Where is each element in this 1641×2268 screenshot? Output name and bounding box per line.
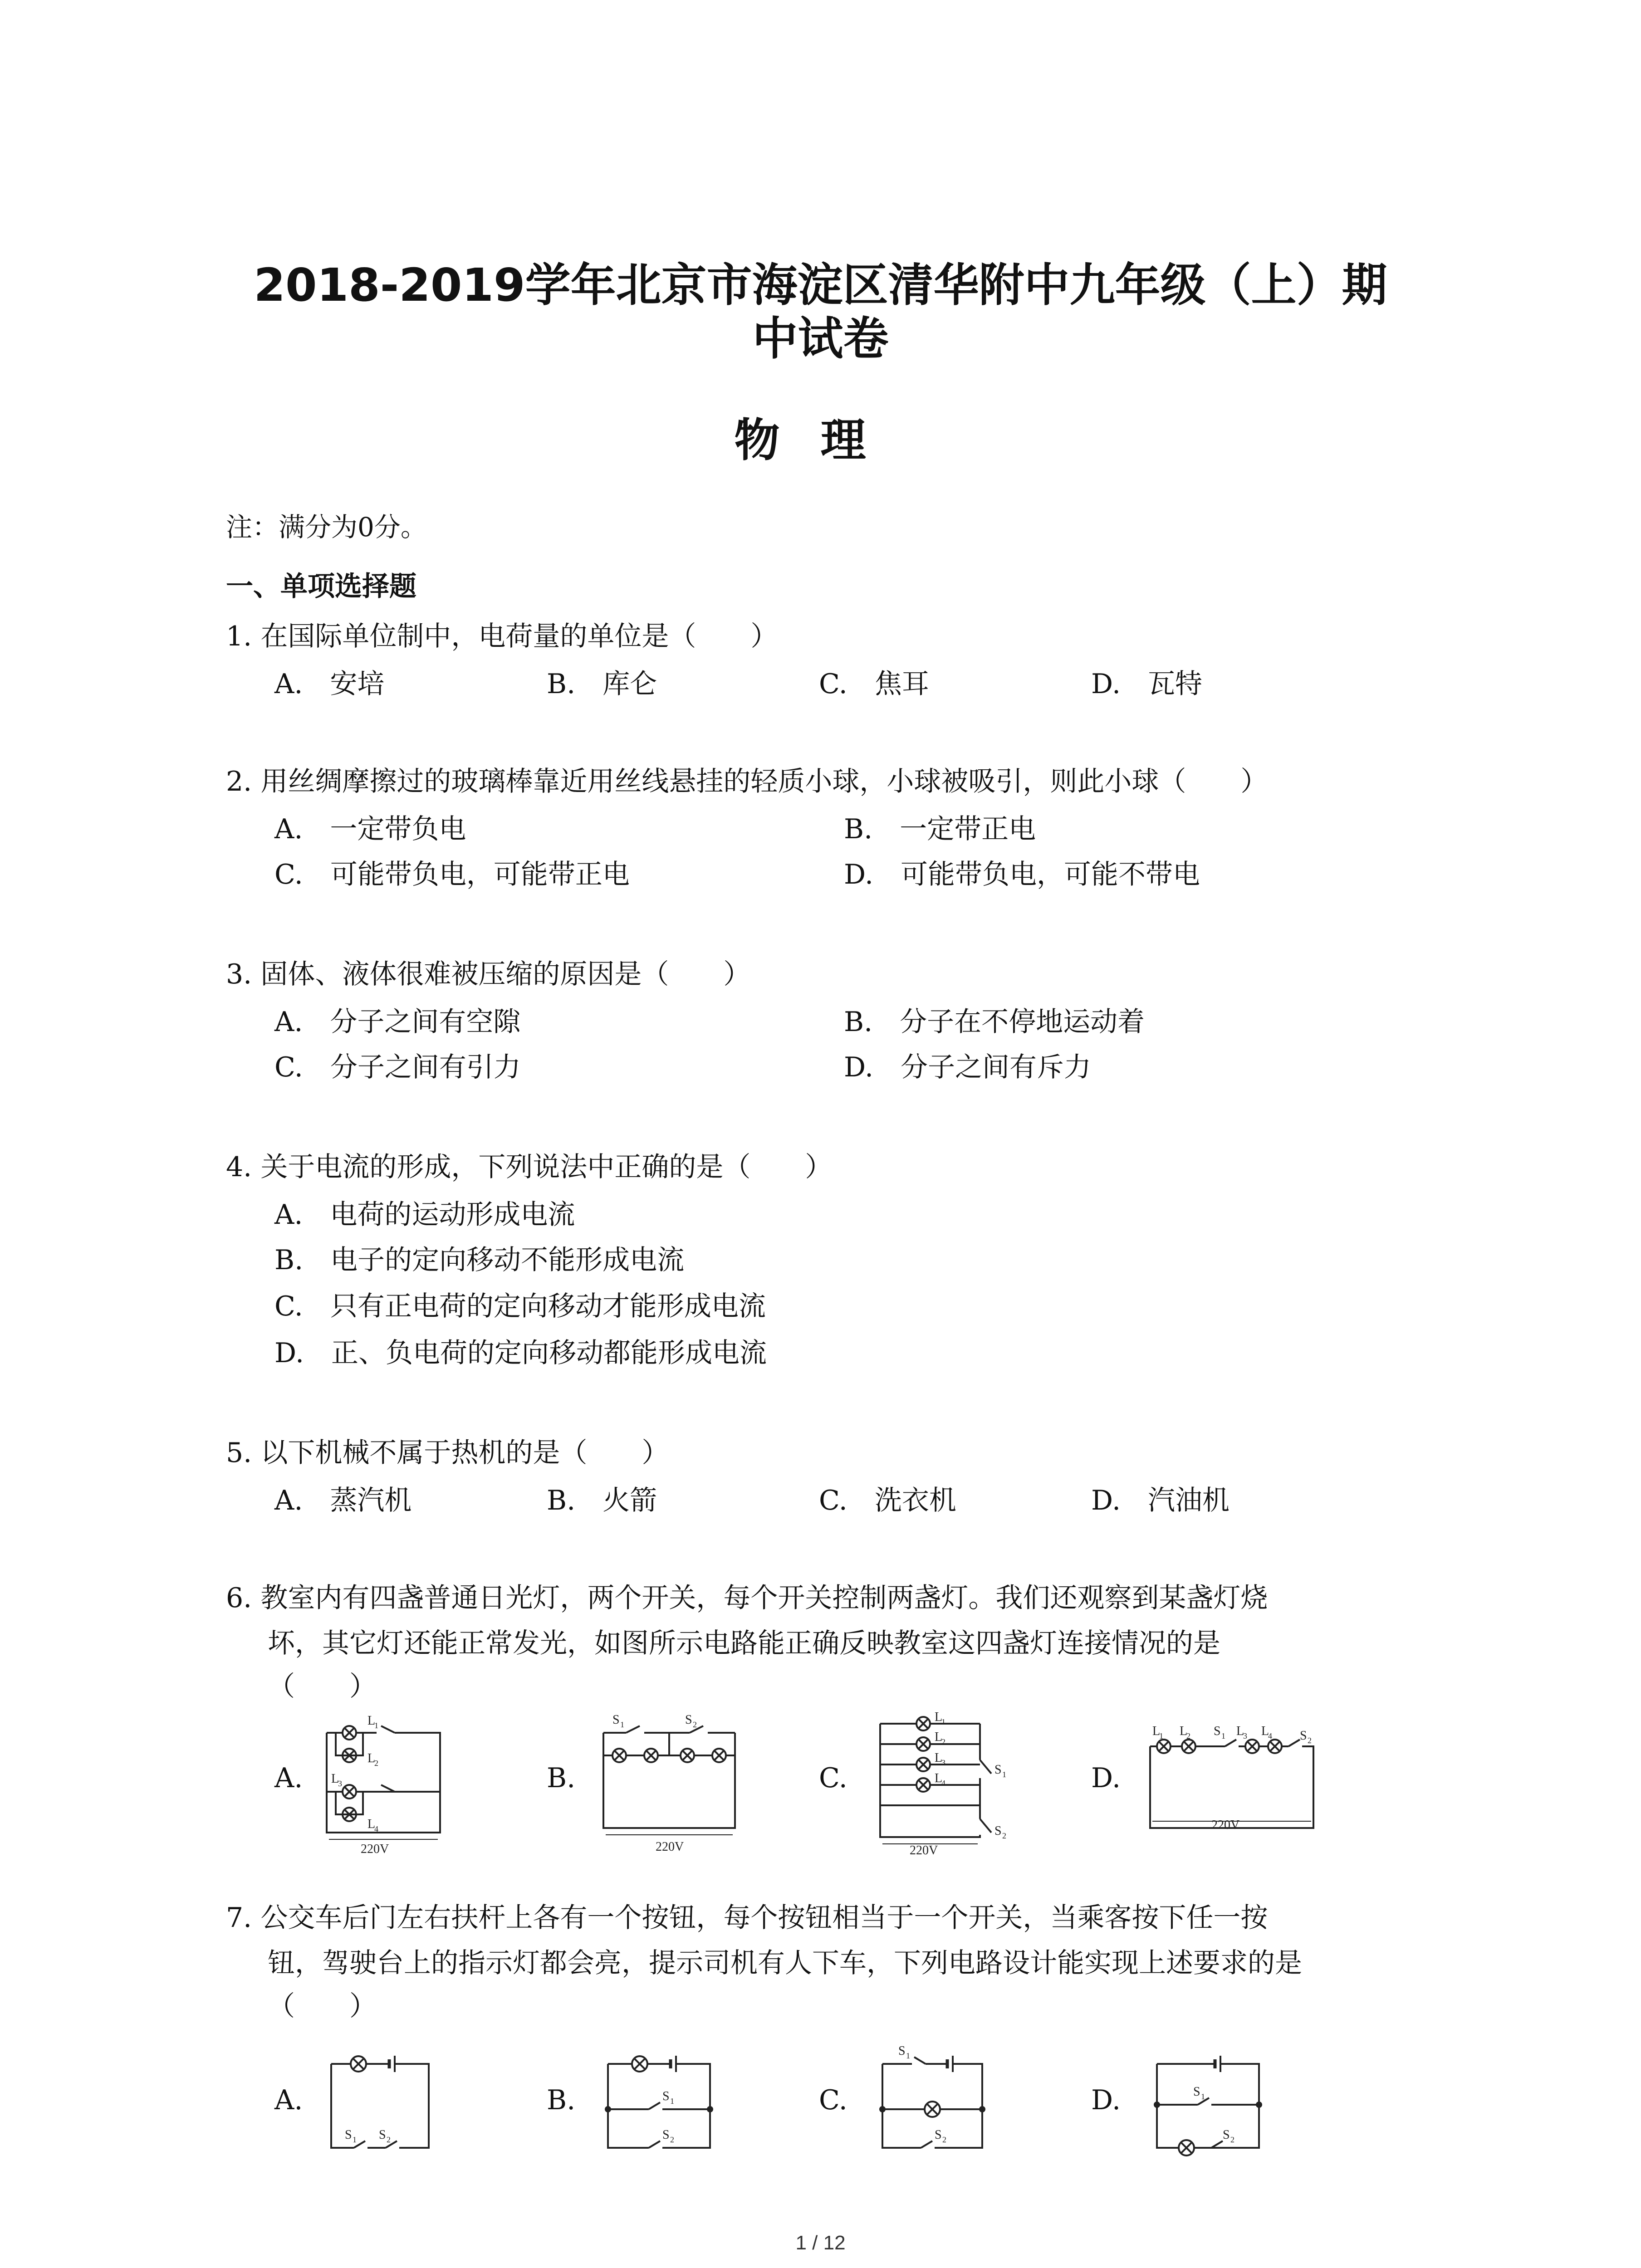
q1-option-d: D. 瓦特 <box>1091 668 1203 700</box>
svg-text:L: L <box>1180 1724 1188 1738</box>
q6c-voltage: 220V <box>910 1843 938 1857</box>
svg-text:1: 1 <box>1221 1731 1225 1740</box>
q5-option-c: C. 洗衣机 <box>819 1485 956 1516</box>
svg-text:L: L <box>935 1751 943 1765</box>
question-6-stem-line-1: 6. 教室内有四盏普通日光灯，两个开关，每个开关控制两盏灯。我们还观察到某盏灯烧 <box>226 1582 1268 1614</box>
svg-text:S: S <box>685 1713 692 1727</box>
q7-option-d-letter: D. <box>1091 2084 1121 2116</box>
question-3-stem: 3. 固体、液体很难被压缩的原因是（ ） <box>226 958 751 990</box>
svg-text:4: 4 <box>1268 1731 1272 1740</box>
question-4-stem: 4. 关于电流的形成，下列说法中正确的是（ ） <box>226 1151 833 1183</box>
q7-circuit-b <box>603 2046 717 2161</box>
q6-circuit-c <box>871 1710 1021 1857</box>
svg-text:1: 1 <box>906 2051 910 2060</box>
svg-text:S: S <box>1214 1724 1221 1738</box>
svg-text:2: 2 <box>1308 1736 1312 1745</box>
svg-text:2: 2 <box>941 1737 945 1746</box>
q2-option-b: B. 一定带正电 <box>844 813 1036 845</box>
svg-text:1: 1 <box>670 2097 674 2106</box>
q6b-voltage: 220V <box>656 1840 684 1854</box>
svg-text:L: L <box>935 1710 943 1724</box>
exam-title <box>181 259 1460 366</box>
svg-text:S: S <box>379 2128 386 2142</box>
q6a-voltage: 220V <box>361 1842 389 1856</box>
q3-option-a: A. 分子之间有空隙 <box>274 1006 521 1038</box>
svg-text:L: L <box>935 1771 943 1785</box>
svg-text:S: S <box>994 1763 1002 1777</box>
q1-option-b: B. 库仑 <box>547 668 657 700</box>
q4-option-b: B. 电子的定向移动不能形成电流 <box>274 1244 685 1276</box>
q6-option-b-letter: B. <box>547 1762 576 1794</box>
q6-circuit-b <box>599 1713 744 1857</box>
question-7-stem-line-3: （ ） <box>268 1990 377 2022</box>
q7-circuit-c <box>876 2046 989 2161</box>
question-6-stem-line-3: （ ） <box>268 1671 377 1702</box>
svg-text:S: S <box>662 2089 670 2103</box>
svg-text:S: S <box>612 1713 620 1727</box>
svg-text:S: S <box>1193 2085 1200 2099</box>
svg-text:3: 3 <box>338 1779 342 1788</box>
svg-text:2: 2 <box>670 2135 674 2144</box>
svg-text:L: L <box>935 1730 943 1744</box>
q6-option-c-letter: C. <box>819 1762 847 1794</box>
q7-option-a-letter: A. <box>274 2084 303 2116</box>
svg-text:2: 2 <box>693 1720 697 1729</box>
question-1-stem: 1. 在国际单位制中，电荷量的单位是（ ） <box>226 621 778 652</box>
section-heading: 一、单项选择题 <box>226 571 416 602</box>
question-6-stem-line-2: 坏，其它灯还能正常发光，如图所示电路能正确反映教室这四盏灯连接情况的是 <box>268 1628 1220 1659</box>
q3-option-b: B. 分子在不停地运动着 <box>844 1006 1145 1038</box>
svg-text:L: L <box>1152 1724 1161 1738</box>
q6d-voltage: 220V <box>1211 1818 1240 1832</box>
q6-circuit-d <box>1143 1724 1325 1853</box>
question-5-stem: 5. 以下机械不属于热机的是（ ） <box>226 1437 669 1469</box>
svg-text:S: S <box>898 2044 906 2058</box>
svg-text:3: 3 <box>941 1758 945 1767</box>
svg-text:2: 2 <box>1186 1731 1190 1740</box>
svg-text:S: S <box>662 2128 670 2142</box>
q5-option-d: D. 汽油机 <box>1091 1485 1230 1516</box>
svg-text:1: 1 <box>1201 2092 1205 2101</box>
q3-option-d: D. 分子之间有斥力 <box>844 1051 1092 1083</box>
q6a-label-l4: L <box>367 1817 376 1831</box>
q6-option-a-letter: A. <box>274 1762 303 1794</box>
svg-text:1: 1 <box>941 1717 945 1726</box>
q7-option-b-letter: B. <box>547 2084 576 2116</box>
svg-text:1: 1 <box>1159 1731 1163 1740</box>
q2-option-a: A. 一定带负电 <box>274 813 466 845</box>
svg-text:3: 3 <box>1243 1731 1247 1740</box>
question-7-stem-line-2: 钮，驾驶台上的指示灯都会亮，提示司机有人下车，下列电路设计能实现上述要求的是 <box>268 1947 1302 1979</box>
title-line-2: 中试卷 <box>752 312 889 365</box>
svg-text:2: 2 <box>374 1759 378 1768</box>
q6a-label-l3: L <box>331 1772 339 1786</box>
question-7-stem-line-1: 7. 公交车后门左右扶杆上各有一个按钮，每个按钮相当于一个开关，当乘客按下任一按 <box>226 1902 1268 1934</box>
q7-circuit-a <box>327 2046 436 2161</box>
q1-option-c: C. 焦耳 <box>819 668 929 700</box>
svg-text:2: 2 <box>942 2135 946 2144</box>
question-2-stem: 2. 用丝绸摩擦过的玻璃棒靠近用丝线悬挂的轻质小球，小球被吸引，则此小球（ ） <box>226 766 1268 797</box>
q5-option-a: A. 蒸汽机 <box>274 1485 412 1516</box>
title-line-1: 2018-2019学年北京市海淀区清华附中九年级（上）期 <box>254 259 1387 312</box>
svg-text:S: S <box>935 2128 942 2142</box>
score-note: 注：满分为0分。 <box>226 512 427 543</box>
svg-text:1: 1 <box>353 2135 357 2144</box>
svg-text:1: 1 <box>374 1721 378 1730</box>
svg-text:L: L <box>1261 1724 1269 1738</box>
svg-text:4: 4 <box>941 1779 945 1788</box>
q2-option-d: D. 可能带负电，可能不带电 <box>844 859 1200 890</box>
svg-text:1: 1 <box>620 1720 624 1729</box>
q7-option-c-letter: C. <box>819 2084 847 2116</box>
svg-text:S: S <box>1223 2128 1230 2142</box>
q4-option-c: C. 只有正电荷的定向移动才能形成电流 <box>274 1290 766 1322</box>
svg-text:4: 4 <box>374 1824 378 1833</box>
svg-text:L: L <box>1236 1724 1244 1738</box>
q3-option-c: C. 分子之间有引力 <box>274 1051 521 1083</box>
q2-option-c: C. 可能带负电，可能带正电 <box>274 859 630 890</box>
svg-text:1: 1 <box>1002 1770 1006 1779</box>
q6a-label-l2: L <box>367 1751 376 1765</box>
q5-option-b: B. 火箭 <box>547 1485 657 1516</box>
subject-heading: 物理 <box>734 414 907 467</box>
q4-option-a: A. 电荷的运动形成电流 <box>274 1199 575 1231</box>
svg-text:S: S <box>1300 1729 1307 1743</box>
svg-text:S: S <box>345 2128 352 2142</box>
svg-text:S: S <box>994 1824 1002 1838</box>
q4-option-d: D. 正、负电荷的定向移动都能形成电流 <box>274 1337 767 1369</box>
q1-option-a: A. 安培 <box>274 668 385 700</box>
q7-circuit-d <box>1152 2046 1266 2161</box>
q6a-label-l1: L <box>367 1714 376 1728</box>
svg-text:2: 2 <box>1230 2135 1234 2144</box>
q6-option-d-letter: D. <box>1091 1762 1121 1794</box>
q6-circuit-a <box>318 1714 454 1857</box>
page-number: 1 / 12 <box>795 2232 846 2254</box>
svg-text:2: 2 <box>1002 1831 1006 1840</box>
svg-text:2: 2 <box>387 2135 391 2144</box>
